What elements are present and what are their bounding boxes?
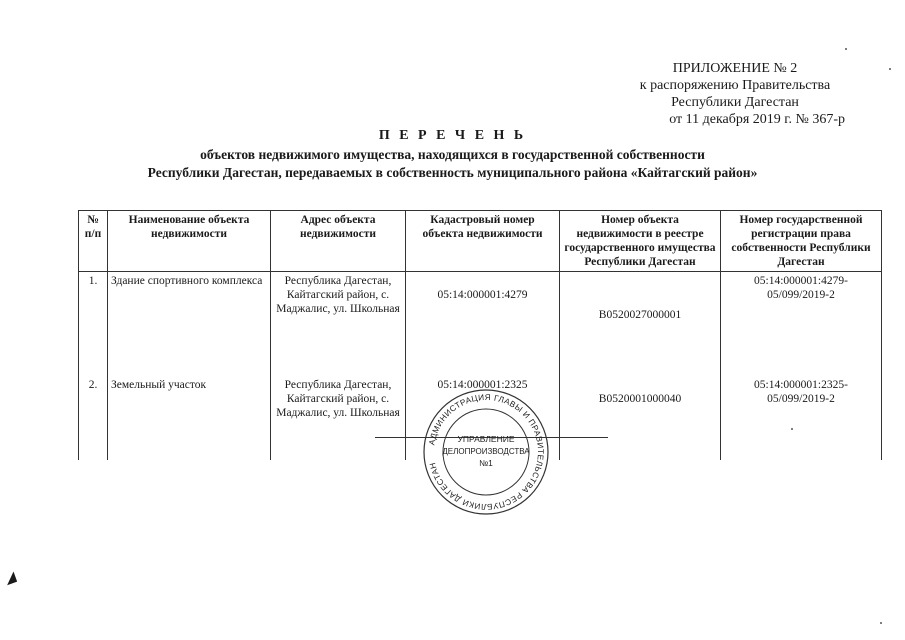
scan-speck	[845, 48, 847, 50]
col-header-number: № п/п	[79, 211, 108, 272]
document-title: П Е Р Е Ч Е Н Ь	[378, 128, 527, 143]
col-header-registry: Номер объекта недвижимости в реестре государственного имущества Республики Дагестан	[560, 211, 721, 272]
row-number: 1.	[79, 272, 108, 377]
row-address: Республика Дагестан, Кайтагский район, с. Маджалис, ул. Школьная	[271, 272, 406, 377]
margin-mark-icon: ◢	[2, 569, 19, 588]
col-header-cadastral: Кадастровый номер объекта недвижимости	[406, 211, 560, 272]
scan-speck	[791, 428, 793, 430]
appendix-date: от 11 декабря 2019 г. № 367-р	[669, 112, 845, 127]
appendix-ref: к распоряжению Правительства	[639, 78, 831, 93]
row-registry: В0520027000001	[560, 272, 721, 377]
row-registry: В0520001000040	[560, 376, 721, 460]
appendix-title: ПРИЛОЖЕНИЕ № 2	[672, 61, 798, 76]
col-header-registration: Номер государственной регистрации права собственности Республики Дагестан	[721, 211, 882, 272]
stamp-center-line-2: ДЕЛОПРОИЗВОДСТВА	[442, 447, 530, 456]
row-cadastral: 05:14:000001:4279	[406, 272, 560, 377]
scan-speck	[889, 68, 891, 70]
stamp-center-line-1: УПРАВЛЕНИЕ	[457, 434, 515, 444]
subtitle-line-2: Республики Дагестан, передаваемых в собственность муниципального района «Кайтагский район»	[147, 165, 758, 180]
official-stamp	[421, 387, 551, 517]
col-header-address: Адрес объекта недвижимости	[271, 211, 406, 272]
document-subtitle	[0, 146, 905, 182]
scan-speck	[880, 622, 882, 624]
row-registration: 05:14:000001:2325-05/099/2019-2	[721, 376, 882, 460]
row-number: 2.	[79, 376, 108, 460]
subtitle-line-1: объектов недвижимого имущества, находящихся в государственной собственности	[200, 147, 705, 162]
table-row	[79, 272, 882, 377]
row-cadastral: 05:14:000001:2325	[406, 376, 560, 460]
table-header-row	[79, 211, 882, 272]
appendix-block	[585, 60, 845, 128]
row-address: Республика Дагестан, Кайтагский район, с. Маджалис, ул. Школьная	[271, 376, 406, 460]
row-name: Здание спортивного комплекса	[108, 272, 271, 377]
row-name: Земельный участок	[108, 376, 271, 460]
row-registration: 05:14:000001:4279-05/099/2019-2	[721, 272, 882, 377]
col-header-name: Наименование объекта недвижимости	[108, 211, 271, 272]
stamp-center-line-3: №1	[479, 458, 493, 468]
appendix-republic: Республики Дагестан	[671, 95, 799, 110]
stamp-ring-text: АДМИНИСТРАЦИЯ ГЛАВЫ И ПРАВИТЕЛЬСТВА РЕСПУБЛИКИ ДАГЕСТАН	[427, 392, 546, 512]
